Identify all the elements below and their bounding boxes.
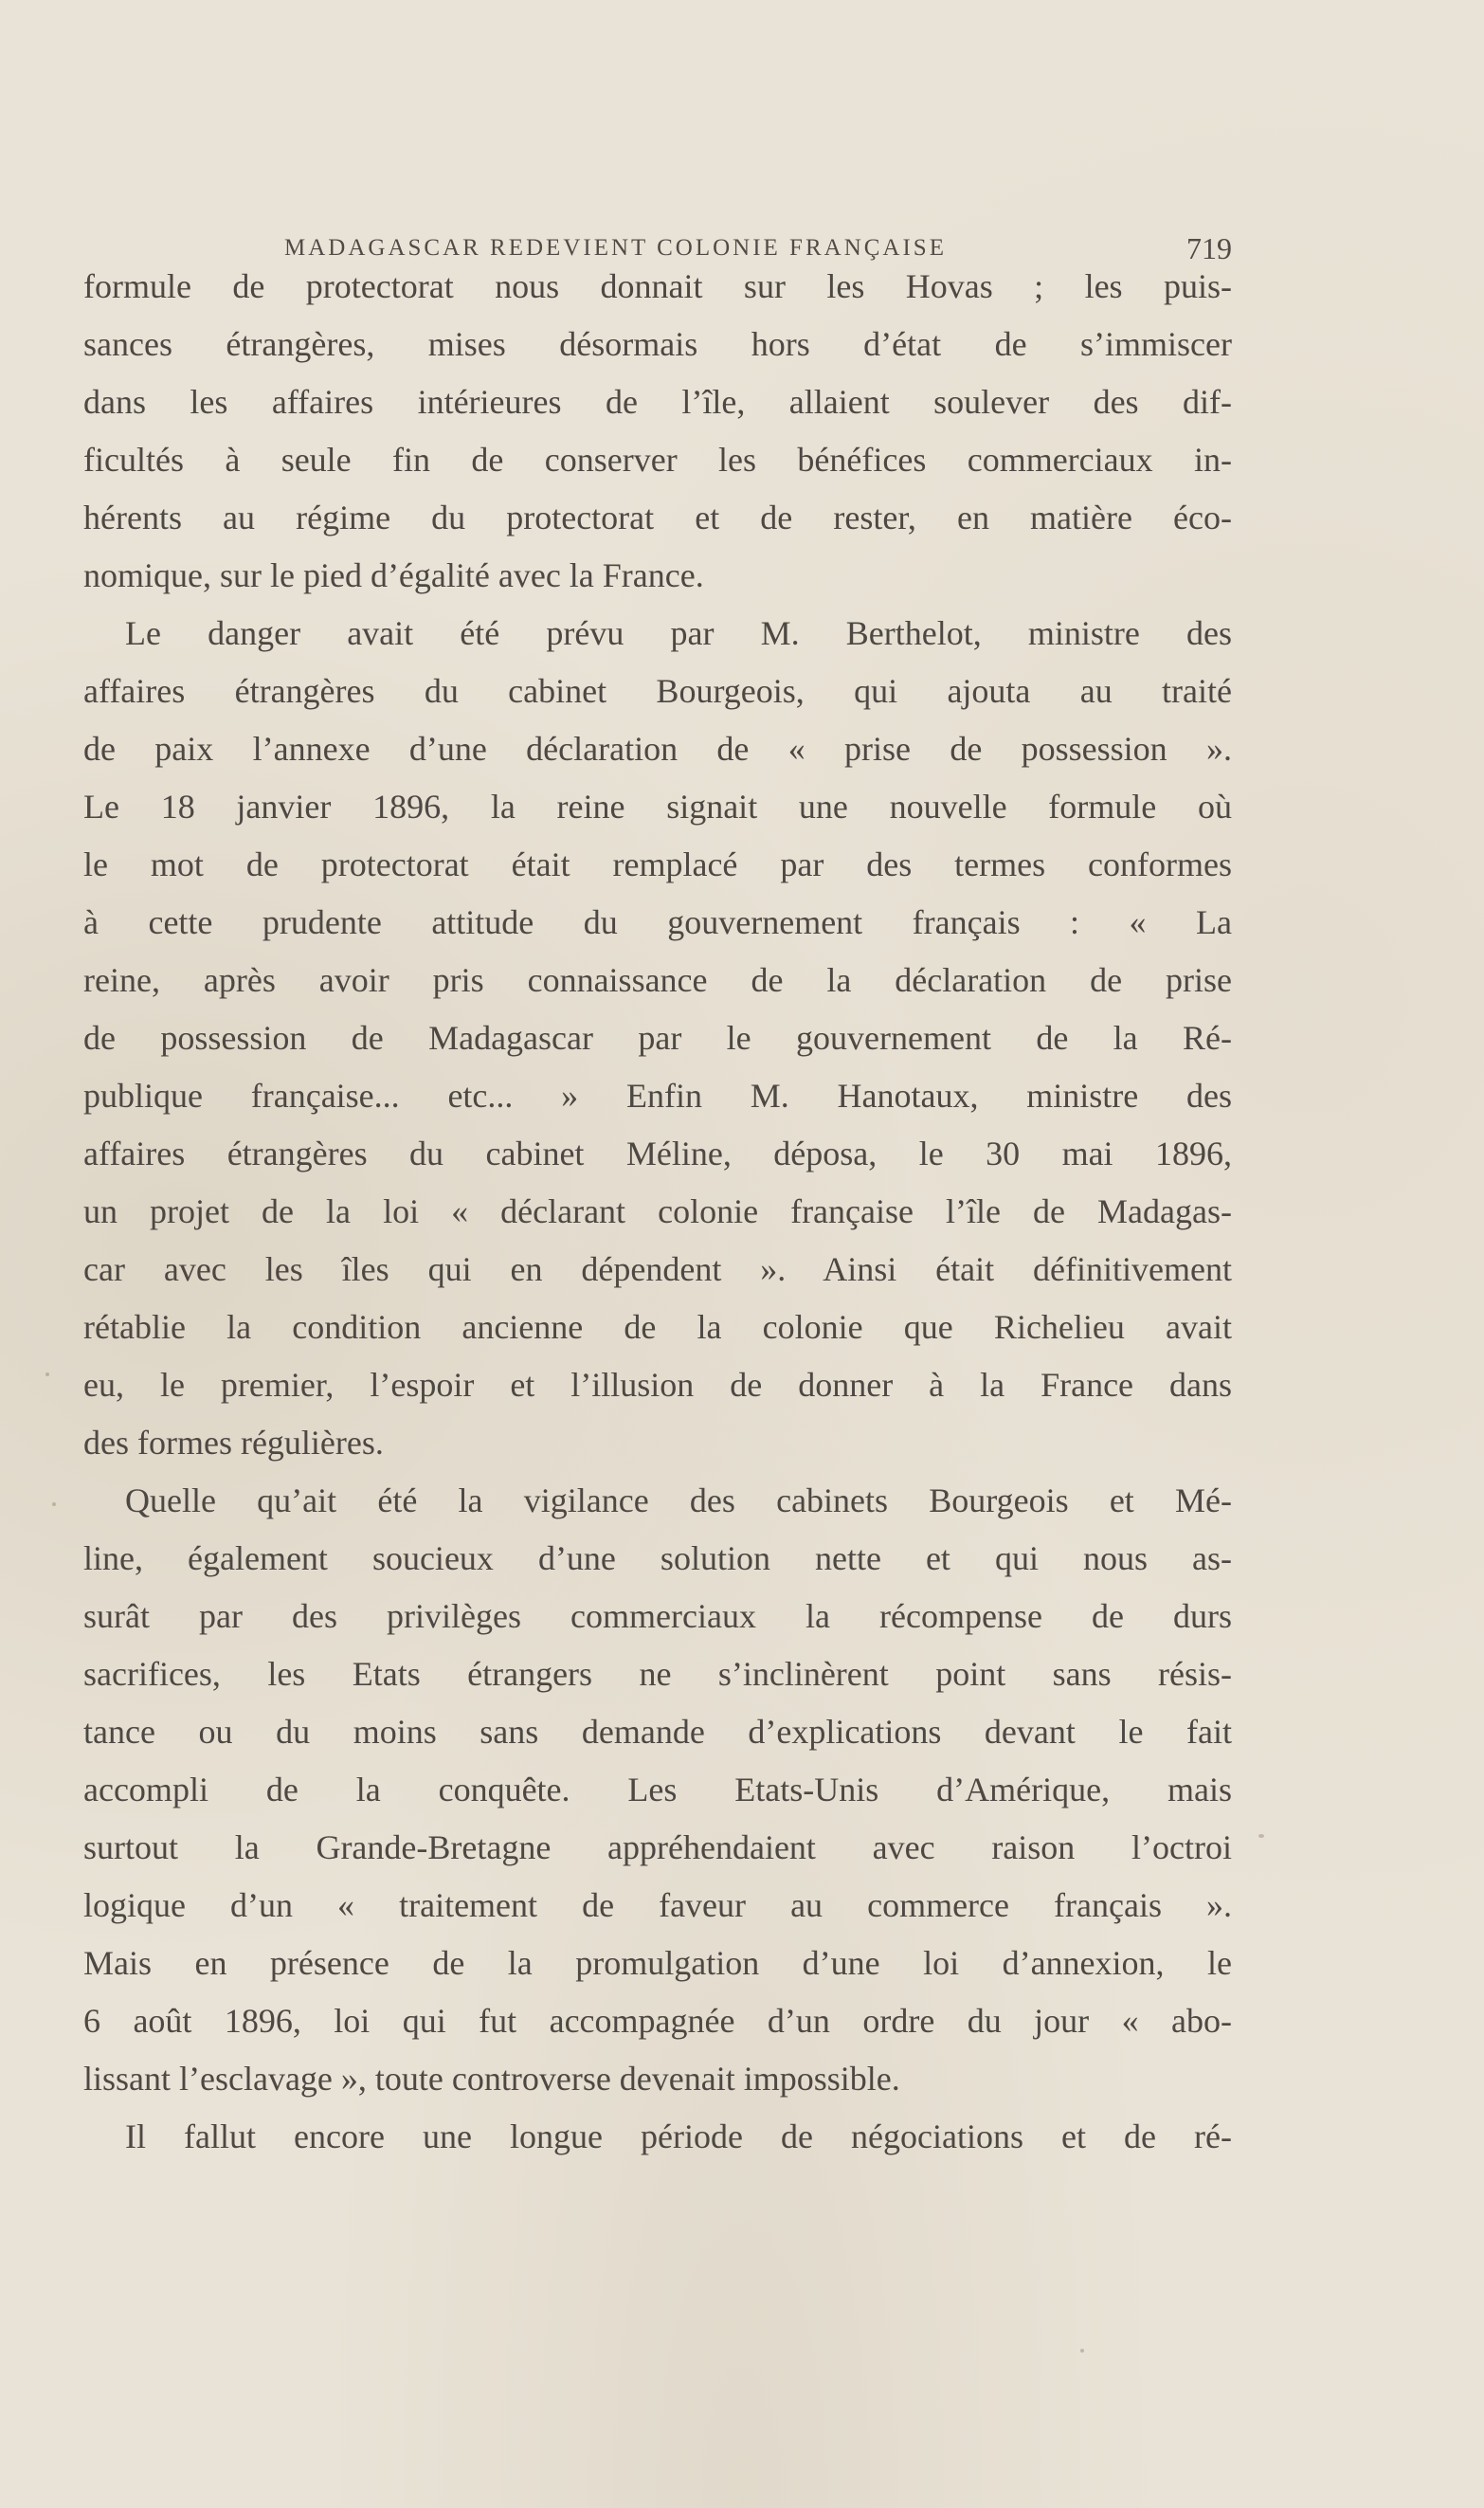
text-line: lissant l’esclavage », toute controverse devenait impossible.: [83, 2060, 900, 2098]
text-line: affaires étrangères du cabinet Bourgeois, qui ajouta au traité: [83, 672, 1232, 710]
body-text: [83, 258, 1232, 2166]
text-line: 6 août 1896, loi qui fut accompagnée d’un ordre du jour « abo-: [83, 2002, 1232, 2040]
text-line: tance ou du moins sans demande d’explications devant le fait: [83, 1713, 1232, 1751]
text-line: nomique, sur le pied d’égalité avec la France.: [83, 556, 704, 594]
text-line: sances étrangères, mises désormais hors d’état de s’immiscer: [83, 325, 1232, 363]
text-line: publique française... etc... » Enfin M. Hanotaux, ministre des: [83, 1077, 1232, 1115]
text-line: Le 18 janvier 1896, la reine signait une nouvelle formule où: [83, 788, 1232, 826]
text-line: affaires étrangères du cabinet Méline, déposa, le 30 mai 1896,: [83, 1135, 1232, 1172]
paper-speck: [1080, 2349, 1084, 2353]
paper-speck: [45, 1372, 49, 1376]
paper-speck: [52, 1502, 56, 1506]
text-line: car avec les îles qui en dépendent ». Ainsi était définitivement: [83, 1250, 1232, 1288]
page-number: 719: [1186, 231, 1232, 265]
text-line: accompli de la conquête. Les Etats-Unis d’Amérique, mais: [83, 1771, 1232, 1808]
text-line: line, également soucieux d’une solution nette et qui nous as-: [83, 1539, 1232, 1577]
text-line: surât par des privilèges commerciaux la récompense de durs: [83, 1597, 1232, 1635]
text-line: Il fallut encore une longue période de négociations et de ré-: [125, 2117, 1232, 2155]
text-line: le mot de protectorat était remplacé par des termes conformes: [83, 845, 1232, 883]
text-line: à cette prudente attitude du gouvernement français : « La: [83, 903, 1232, 941]
text-line: dans les affaires intérieures de l’île, allaient soulever des dif-: [83, 383, 1232, 421]
text-line: surtout la Grande-Bretagne appréhendaient avec raison l’octroi: [83, 1828, 1232, 1866]
text-line: de paix l’annexe d’une déclaration de « prise de possession ».: [83, 730, 1232, 768]
text-line: eu, le premier, l’espoir et l’illusion de donner à la France dans: [83, 1366, 1232, 1404]
text-line: un projet de la loi « déclarant colonie française l’île de Madagas-: [83, 1192, 1232, 1230]
text-line: de possession de Madagascar par le gouvernement de la Ré-: [83, 1019, 1232, 1057]
text-line: Mais en présence de la promulgation d’une loi d’annexion, le: [83, 1944, 1232, 1982]
text-line: rétablie la condition ancienne de la colonie que Richelieu avait: [83, 1308, 1232, 1346]
text-line: Le danger avait été prévu par M. Berthelot, ministre des: [125, 614, 1232, 652]
text-line: ficultés à seule fin de conserver les bénéfices commerciaux in-: [83, 441, 1232, 479]
text-line: logique d’un « traitement de faveur au commerce français ».: [83, 1886, 1232, 1924]
text-line: formule de protectorat nous donnait sur les Hovas ; les puis-: [83, 267, 1232, 305]
running-title: MADAGASCAR REDEVIENT COLONIE FRANÇAISE: [284, 235, 947, 261]
paper-speck: [1258, 1834, 1264, 1838]
text-line: Quelle qu’ait été la vigilance des cabinets Bourgeois et Mé-: [125, 1481, 1232, 1519]
text-line: sacrifices, les Etats étrangers ne s’inclinèrent point sans résis-: [83, 1655, 1232, 1693]
text-line: hérents au régime du protectorat et de rester, en matière éco-: [83, 499, 1232, 536]
text-line: reine, après avoir pris connaissance de la déclaration de prise: [83, 961, 1232, 999]
text-line: des formes régulières.: [83, 1424, 384, 1462]
